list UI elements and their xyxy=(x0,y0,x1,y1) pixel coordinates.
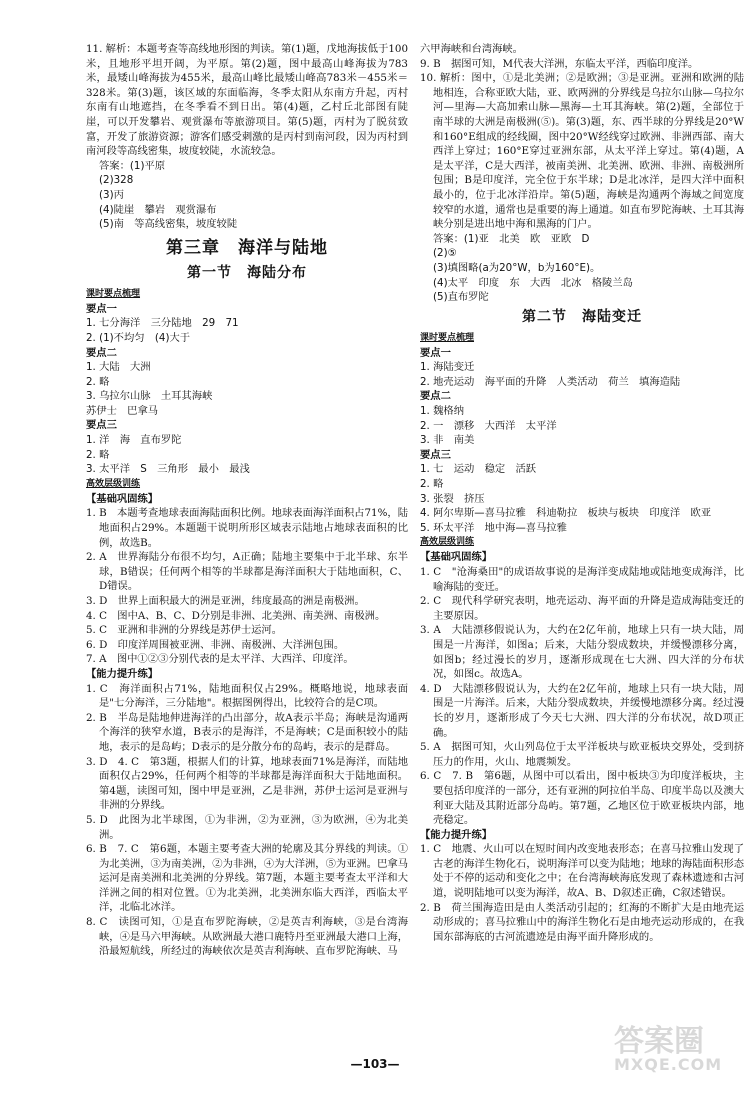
answer-line: (5)南 等高线密集，坡度较陡 xyxy=(99,218,238,231)
answer-line: (2)328 xyxy=(99,174,134,187)
subheading: 要点一 xyxy=(420,346,451,359)
answer-line: (3)丙 xyxy=(99,188,124,201)
answer-explanation: 1. C "沧海桑田"的成语故事说的是海洋变成陆地或陆地变成海洋，比喻海陆的变迁。 xyxy=(420,566,744,593)
answer-explanation: 6. D 印度洋周围被亚洲、非洲、南极洲、大洋洲包围。 xyxy=(86,638,345,651)
section-tag: 高效层级训练 xyxy=(420,537,475,548)
answer-line: 5. 环太平洋 地中海—喜马拉雅 xyxy=(420,521,567,534)
answer-explanation: 1. C 地震、火山可以在短时间内改变地表形态；在喜马拉雅山发现了古老的海洋生物化石，说明海洋可以变为陆地；地球的海陆面积形态处于不停的运动和变化之中；在台湾海峡海底发现了森林遗迹和古河道，说明陆地可以变为海洋，故A、B、D叙述正确，C叙述错误。 xyxy=(420,843,744,900)
answer-line: (4)太平 印度 东 大西 北冰 格陵兰岛 xyxy=(433,276,633,289)
answer-line: 2. 地壳运动 海平面的升降 人类活动 荷兰 填海造陆 xyxy=(420,375,681,388)
answer-explanation: 3. A 大陆漂移假说认为，大约在2亿年前，地球上只有一块大陆，周围是一片海洋，如图a；后来，大陆分裂成数块，并缓慢漂移分离，如图b；经过漫长的岁月，逐渐形成现在七大洲、四大洋的分布状况，如图c。故选A。 xyxy=(420,624,744,681)
answer-line: 2. (1)不均匀 (4)大于 xyxy=(86,331,191,344)
subheading: 要点一 xyxy=(86,302,117,315)
answer-line: 1. 海陆变迁 xyxy=(420,361,475,374)
answer-explanation: 2. C 现代科学研究表明，地壳运动、海平面的升降是造成海陆变迁的主要原因。 xyxy=(420,595,744,622)
answer-explanation: 9. B 据图可知，M代表大洋洲，东临太平洋，西临印度洋。 xyxy=(420,57,699,70)
answer-line: 3. 乌拉尔山脉 土耳其海峡 xyxy=(86,390,213,403)
subheading: 要点三 xyxy=(420,448,451,461)
answer-explanation: 5. A 据图可知，火山列岛位于太平洋板块与欧亚板块交界处，受到挤压力的作用，火山、地震频发。 xyxy=(420,741,744,768)
subheading: 要点二 xyxy=(86,346,117,359)
answer-line: 3. 张裂 挤压 xyxy=(420,492,485,505)
answer-explanation: 4. D 大陆漂移假说认为，大约在2亿年前，地球上只有一块大陆，周围是一片海洋。后来，大陆分裂成数块，并缓慢地漂移分离。经过漫长的岁月，逐渐形成了今天七大洲、四大洋的分布状况，故D项正确。 xyxy=(420,682,744,739)
answer-explanation: 4. C 图中A、B、C、D分别是非洲、北美洲、南美洲、南极洲。 xyxy=(86,609,386,622)
subheading: 要点三 xyxy=(86,419,117,432)
answer-line: 3. 非 南美 xyxy=(420,434,475,447)
answer-line: 苏伊士 巴拿马 xyxy=(86,404,159,417)
answer-explanation: 六甲海峡和台湾海峡。 xyxy=(420,43,523,55)
subheading: 【能力提升练】 xyxy=(420,828,493,841)
answer-explanation: 5. C 亚洲和非洲的分界线是苏伊士运河。 xyxy=(86,624,283,637)
subheading: 【能力提升练】 xyxy=(86,667,159,680)
answer-line: 1. 洋 海 直布罗陀 xyxy=(86,434,182,447)
subheading: 【基础巩固练】 xyxy=(420,551,493,564)
answer-line: 2. 略 xyxy=(420,478,444,491)
answer-line: 2. 略 xyxy=(86,375,110,388)
right-column xyxy=(420,42,744,944)
answer-line: (4)陡崖 攀岩 观赏瀑布 xyxy=(99,203,217,216)
watermark-logo xyxy=(614,1026,732,1080)
answer-line: 1. 七 运动 稳定 活跃 xyxy=(420,463,537,476)
answer-explanation: 6. B 7. C 第6题，本题主要考查大洲的轮廓及其分界线的判读。①为北美洲，③为南美洲，②为非洲，④为大洋洲，⑤为亚洲。巴拿马运河是南美洲和北美洲的分界线。第7题，本题主要考查太平洋和大洋洲之间的相对位置。①为北美洲，北美洲东临大西洋，西临太平洋，北临北冰洋。 xyxy=(86,843,408,914)
answer-explanation: 1. C 海洋面积占71%，陆地面积仅占29%。概略地说，地球表面是"七分海洋，三分陆地"。根据图例得出，比较符合的是C项。 xyxy=(86,682,408,710)
subheading: 【基础巩固练】 xyxy=(86,492,159,505)
answer-explanation: 2. B 半岛是陆地伸进海洋的凸出部分，故A表示半岛；海峡是沟通两个海洋的狭窄水道，B表示的是海洋，不是海峡；C是面积较小的陆地，表示的是岛屿；D表示的是分散分布的岛屿，表示的是群岛。 xyxy=(86,711,408,753)
section-tag: 高效层级训练 xyxy=(86,478,141,489)
page-number: —103— xyxy=(350,1057,400,1071)
answer-line: 3. 太平洋 S 三角形 最小 最浅 xyxy=(86,463,250,476)
answer-explanation: 6. C 7. B 第6题，从图中可以看出，图中板块③为印度洋板块，主要包括印度洋的一部分，还有亚洲的阿拉伯半岛、印度半岛以及澳大利亚大陆及其附近部分岛屿。第7题，乙地区位于欧亚板块内部，地壳稳定。 xyxy=(420,770,744,827)
answer-explanation: 1. B 本题考查地球表面海陆面积比例。地球表面海洋面积占71%，陆地面积占29%。本题题干说明所形区域表示陆地占地球表面积的比例，故选B。 xyxy=(86,507,408,549)
answer-explanation: 3. D 4. C 第3题，根据人们的计算，地球表面71%是海洋，而陆地面积仅占29%，任何两个相等的半球都是海洋面积大于陆地面积。第4题，读图可知，图中甲是亚洲，乙是非洲，苏伊士运河是亚洲与非洲的分界线。 xyxy=(86,755,408,812)
answer-line: 答案：(1)平原 xyxy=(99,159,166,172)
answer-explanation: 2. B 荷兰围海造田是由人类活动引起的；红海的不断扩大是由地壳运动形成的；喜马拉雅山中的海洋生物化石是由地壳运动形成的，在我国东部海底的古河流遗迹是由海平面升降形成的。 xyxy=(420,901,744,943)
watermark-text: 答案圈 xyxy=(614,1024,704,1059)
answer-explanation: 8. C 读图可知，①是直布罗陀海峡，②是英吉利海峡，③是台湾海峡，④是马六甲海峡。从欧洲最大港口鹿特丹至亚洲最大港口上海，沿最短航线，所经过的海峡依次是英吉利海峡、直布罗陀海峡、马 xyxy=(86,916,408,958)
chapter-title: 第三章 海洋与陆地 xyxy=(166,237,328,258)
answer-line: 1. 魏格纳 xyxy=(420,405,464,418)
answer-line: 2. 一 漂移 大西洋 太平洋 xyxy=(420,419,557,432)
left-column xyxy=(86,42,408,959)
answer-explanation: 5. D 此图为北半球图，①为非洲，②为亚洲，③为欧洲，④为北美洲。 xyxy=(86,813,408,841)
section-title: 第二节 海陆变迁 xyxy=(522,308,642,325)
section-title: 第一节 海陆分布 xyxy=(187,264,307,281)
answer-line: 1. 大陆 大洲 xyxy=(86,361,151,374)
answer-line: (3)填图略(a为20°W，b为160°E)。 xyxy=(433,261,601,274)
answer-explanation: 10. 解析：图中，①是北美洲；②是欧洲；③是亚洲。亚洲和欧洲的陆地相连，合称亚欧大陆，亚、欧两洲的分界线是乌拉尔山脉—乌拉尔河—里海—大高加索山脉—黑海—土耳其海峡。第(2)题，全部位于南半球的大洲是南极洲(⑤)。第(3)题，东、西半球的分界线是20°W和160°E组成的经线圈，图中20°W经线穿过欧洲、非洲西部、南大西洋上穿过；160°E穿过亚洲东部，从太平洋上穿过。第(4)题，A是太平洋，C是大西洋，被南美洲、北美洲、欧洲、非洲、南极洲所包围；B是印度洋，完全位于东半球；D是北冰洋，是四大洋中面积最小的，位于北冰洋沿岸。第(5)题，海峡是沟通两个海域之间宽度较窄的水道，通常也是重要的海上通道。如直布罗陀海峡、土耳其海峡分别是进出地中海和黑海的门户。 xyxy=(420,72,744,231)
answer-line: 2. 略 xyxy=(86,448,110,461)
answer-line: 4. 阿尔卑斯—喜马拉雅 科迪勒拉 板块与板块 印度洋 欧亚 xyxy=(420,507,712,520)
answer-explanation: 2. A 世界海陆分布很不均匀，A正确；陆地主要集中于北半球、东半球，B错误；任何两个相等的半球都是海洋面积大于陆地面积，C、D错误。 xyxy=(86,551,408,593)
answer-line: (2)⑤ xyxy=(433,247,457,260)
answer-explanation: 11. 解析：本题考查等高线地形图的判读。第(1)题，戊地海拔低于100米，且地形平坦开阔，为平原。第(2)题，图中最高山峰海拔为783米，最矮山峰海拔为455米，最高山峰比最矮山峰高783米－455米＝328米。第(3)题，该区域的东面临海，冬季太阳从东南方升起，丙村东南有山地遮挡，在冬季看不到日出。第(4)题，乙村丘北部图有陡崖，可以开发攀岩、观赏瀑布等旅游项目。第(5)题，丙村为了脱贫致富，开发了旅游资源；游客们感受刺激的是丙村到南河段，因为丙村到南河段等高线密集，坡度较陡，水流较急。 xyxy=(86,43,408,158)
answer-explanation: 7. A 图中①②③分别代表的是太平洋、大西洋、印度洋。 xyxy=(86,653,354,666)
answer-line: (5)直布罗陀 xyxy=(433,291,489,304)
answer-line: 答案：(1)亚 北美 欧 亚欧 D xyxy=(433,232,590,245)
answer-line: 1. 七分海洋 三分陆地 29 71 xyxy=(86,317,239,330)
section-tag: 课时要点梳理 xyxy=(86,288,141,299)
watermark-url: MXQE.COM xyxy=(614,1055,723,1074)
subheading: 要点二 xyxy=(420,390,451,403)
section-tag: 课时要点梳理 xyxy=(420,332,475,343)
answer-explanation: 3. D 世界上面积最大的洲是亚洲，纬度最高的洲是南极洲。 xyxy=(86,595,365,607)
